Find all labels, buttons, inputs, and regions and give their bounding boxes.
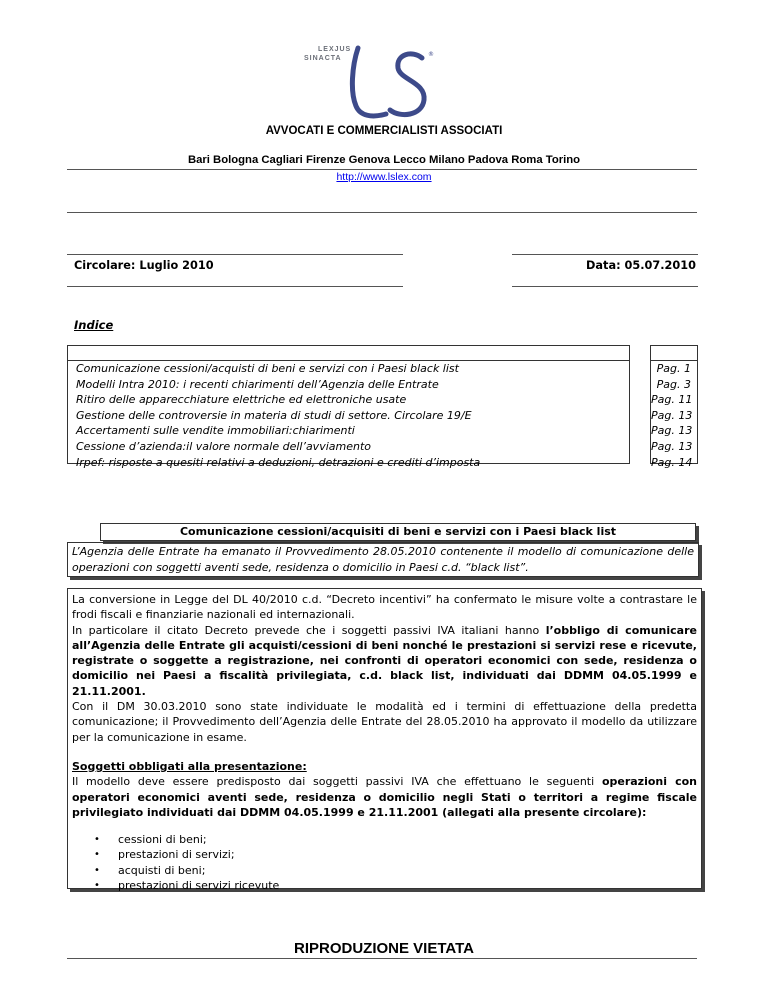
index-item[interactable]: Modelli Intra 2010: i recenti chiarimenti dell’Agenzia delle Entrate [76,377,439,391]
divider [67,169,697,170]
list-item: • acquisti di beni; [118,863,697,878]
body-paragraph: Con il DM 30.03.2010 sono state individuate le modalità ed i termini di effettuazione della predetta comunicazione; il Provvedimento dell’Agenzia delle Entrate del 28.05.2010 ha approvato il modello da utilizzare per la comunicazione in esame. [72,700,697,744]
body-text-bold: l’obbligo di comunicare all’Agenzia delle Entrate gli acquisti/cessioni di beni nonché le prestazioni si servizi rese e ricevute, registrate o soggette a registrazione, nei confronti di operatori economici con sede, residenza o domicilio nei Paesi a fiscalità privilegiata, c.d. black list, individuati dai DDMM 04.05.1999 e 21.11.2001. [72,623,697,698]
index-item[interactable]: Ritiro delle apparecchiature elettriche ed elettroniche usate [76,393,407,407]
body-text: In particolare il citato Decreto prevede che i soggetti passivi IVA italiani hanno [72,623,546,637]
operations-list [72,832,697,893]
index-page-number: Pag. 1 [656,362,691,375]
index-item[interactable]: Accertamenti sulle vendite immobiliari:chiarimenti [76,424,355,438]
list-item: • prestazioni di servizi; [118,847,697,862]
index-item[interactable]: Cessione d’azienda:il valore normale dell’avviamento [76,439,371,453]
body-paragraph: La conversione in Legge del DL 40/2010 c.d. “Decreto incentivi” ha confermato le misure volte a contrastare le frodi fiscali e finanziarie nazionali ed internazionali. [72,593,697,622]
index-page-number: Pag. 13 [651,439,693,453]
divider [512,254,698,255]
circolare-label: Circolare: Luglio 2010 [74,259,214,272]
logo-sinacta-text: SINACTA [304,55,342,62]
body-paragraph [72,623,697,699]
body-text-bold: operazioni con operatori economici aventi sede, residenza o domicilio negli Stati o territori a regime fiscale privilegiato individuati dai DDMM 04.05.1999 e 21.11.2001 (allegati alla presente circolare): [72,775,698,819]
index-item[interactable]: Irpef: risposte a quesiti relativi a deduzioni, detrazioni e crediti d’imposta [76,455,481,469]
divider [67,212,697,213]
divider [67,958,697,959]
logo-ls-mark-icon [300,44,440,124]
index-title: Indice [74,318,114,332]
index-page-number: Pag. 13 [651,408,693,422]
office-cities: Bari Bologna Cagliari Firenze Genova Lecco Milano Padova Roma Torino [187,154,581,166]
body-paragraph [72,774,697,820]
index-item[interactable]: Comunicazione cessioni/acquisti di beni e servizi con i Paesi black list [76,362,459,375]
divider [67,286,403,287]
list-item: • prestazioni di servizi ricevute [118,878,697,893]
index-list [67,345,630,469]
divider [67,254,403,255]
index-page-number: Pag. 13 [651,424,693,438]
firm-logo [300,44,440,124]
index-page-number: Pag. 11 [651,393,693,407]
section-body [67,588,702,893]
logo-registered-mark: ® [428,51,434,58]
footer-notice: RIPRODUZIONE VIETATA [294,940,474,957]
section-title: Comunicazione cessioni/acquisiti di beni e servizi con i Paesi black list [100,523,696,541]
index-pages [650,345,698,469]
index-page-number: Pag. 3 [656,377,691,391]
firm-name: AVVOCATI E COMMERCIALISTI ASSOCIATI [265,125,503,137]
index-page-number: Pag. 14 [651,455,693,469]
subsection-heading: Soggetti obbligati alla presentazione: [72,759,307,773]
index-item[interactable]: Gestione delle controversie in materia di studi di settore. Circolare 19/E [76,408,472,422]
website-link[interactable]: http://www.lslex.com [336,171,432,183]
logo-lexjus-text: LEXJUS [318,46,352,53]
divider [512,286,698,287]
body-text: Il modello deve essere predisposto dai soggetti passivi IVA che effettuano le seguenti [72,775,602,789]
list-item: • cessioni di beni; [118,832,697,847]
section-summary: L’Agenzia delle Entrate ha emanato il Provvedimento 28.05.2010 contenente il modello di comunicazione delle operazioni con soggetti aventi sede, residenza o domicilio in Paesi c.d. “black list”. [67,542,699,577]
circolare-date: Data: 05.07.2010 [586,259,696,272]
